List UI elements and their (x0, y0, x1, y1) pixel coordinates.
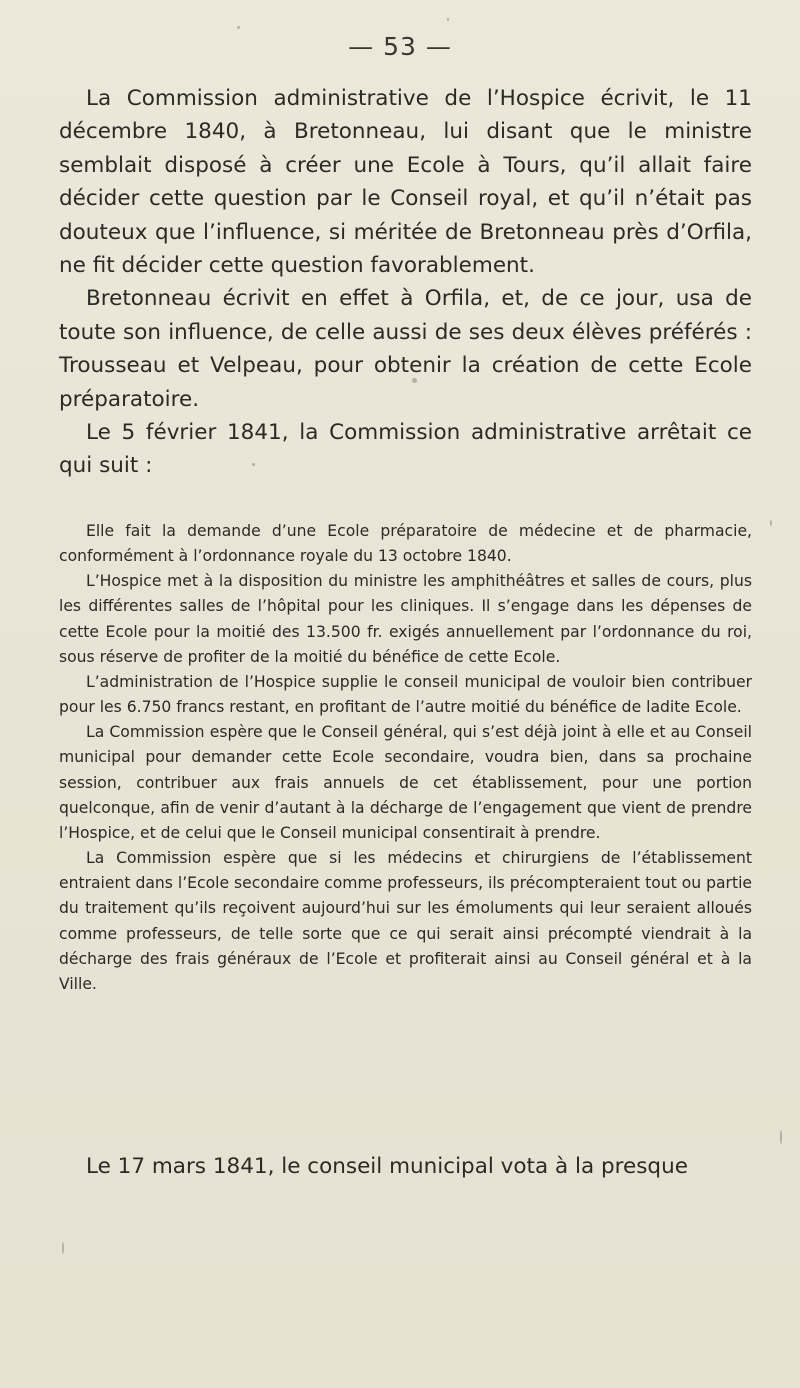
quoted-paragraph: Elle fait la demande d’une Ecole préparatoire de médecine et de pharmacie, conformément à l’ordonnance royale du 13 octobre 1840. (59, 522, 752, 566)
closing-line: Le 17 mars 1841, le conseil municipal vota à la presque (86, 1154, 688, 1179)
intro-paragraph: Bretonneau écrivit en effet à Orfila, et, de ce jour, usa de toute son influence, de celle aussi de ses deux élèves préférés : Trousseau et Velpeau, pour obtenir la création de cette Ecole préparatoire. (59, 286, 752, 412)
quoted-paragraph: La Commission espère que le Conseil général, qui s’est déjà joint à elle et au Conseil municipal pour demander cette Ecole secondaire, voudra bien, dans sa prochaine session, contribuer aux frais annuels de cet établissement, pour une portion quelconque, afin de venir d’autant à la décharge de l’engagement que vient de prendre l’Hospice, et de celui que le Conseil municipal consentirait à prendre. (59, 723, 752, 842)
quoted-paragraph: L’administration de l’Hospice supplie le conseil municipal de vouloir bien contribuer pour les 6.750 francs restant, en profitant de l’autre moitié du bénéfice de ladite Ecole. (59, 672, 752, 717)
quoted-paragraph: La Commission espère que si les médecins et chirurgiens de l’établissement entraient dans l’Ecole secondaire comme professeurs, ils précompteraient tout ou partie du traitement qu’ils reçoivent aujourd’hui sur les émoluments qui leur seraient alloués comme professeurs, de telle sorte que ce qui serait ainsi précompté viendrait à la décharge des frais généraux de l’Ecole et profiterait ainsi au Conseil général et à la Ville. (59, 849, 752, 993)
page-number: — 53 — (348, 32, 452, 61)
intro-paragraph: La Commission administrative de l’Hospice écrivit, le 11 décembre 1840, à Bretonneau, lui disant que le ministre semblait disposé à créer une Ecole à Tours, qu’il allait faire décider cette question par le Conseil royal, et qu’il n’était pas douteux que l’influence, si méritée de Bretonneau près d’Orfila, ne fit décider cette question favorablement. (59, 86, 752, 279)
intro-paragraph: Le 5 février 1841, la Commission administrative arrêtait ce qui suit : (59, 420, 752, 479)
quoted-decision (59, 519, 752, 997)
intro-text (59, 82, 752, 483)
quoted-paragraph: L’Hospice met à la disposition du ministre les amphithéâtres et salles de cours, plus les différentes salles de l’hôpital pour les cliniques. Il s’engage dans les dépenses de cette Ecole pour la moitié des 13.500 fr. exigés annuellement par l’ordonnance du roi, sous réserve de profiter de la moitié du bénéfice de cette Ecole. (59, 572, 752, 666)
